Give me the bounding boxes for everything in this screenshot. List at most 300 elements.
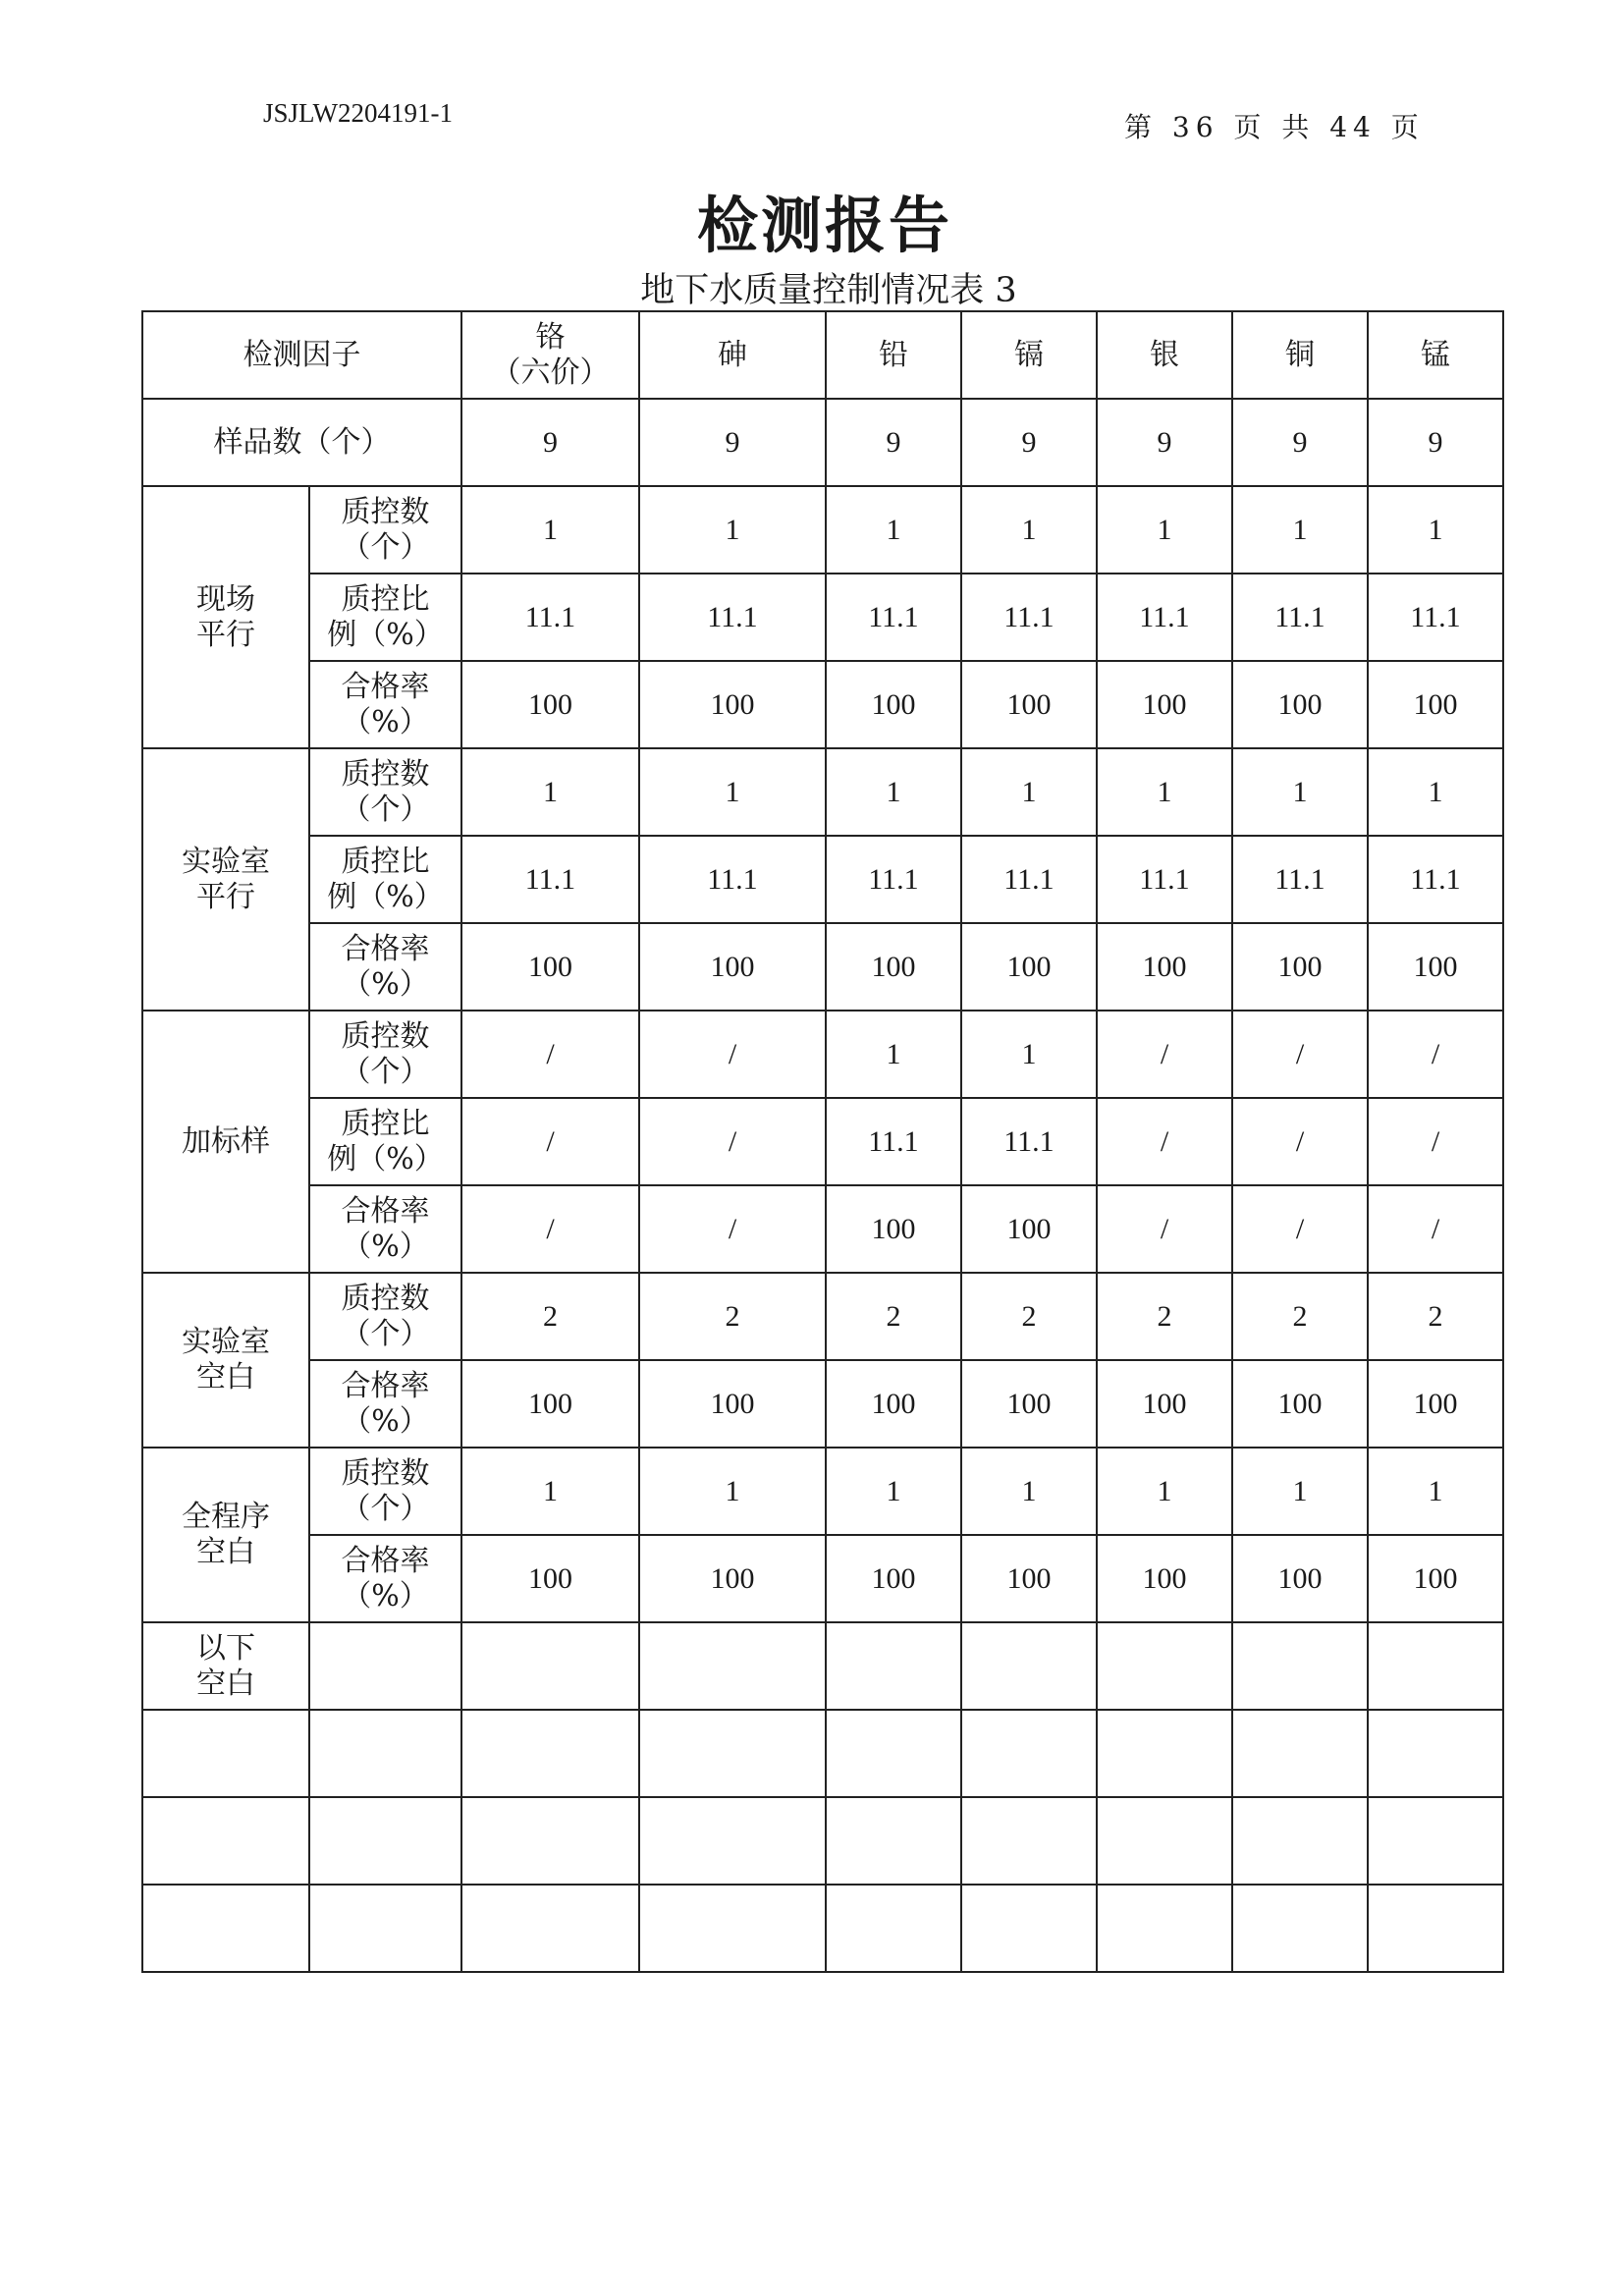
blank-cell [826, 1797, 961, 1885]
value-cell [1097, 1448, 1232, 1535]
column-header-text: 锰 [1421, 337, 1450, 372]
metric-label-text: 合格率 [341, 931, 430, 966]
value-cell [826, 1273, 961, 1360]
value-cell [461, 399, 639, 486]
value-cell-text: 100 [1006, 1387, 1052, 1420]
metric-label-text: 合格率 [341, 1193, 430, 1229]
factor-header-text: 检测因子 [243, 337, 361, 372]
value-cell [961, 399, 1097, 486]
value-cell-text: 11.1 [868, 1124, 919, 1158]
value-cell [639, 1448, 826, 1535]
metric-label-text: 质控数 [341, 756, 430, 792]
column-header-text: 铅 [879, 337, 908, 372]
value-cell-text: / [1295, 1124, 1305, 1158]
value-cell [1368, 1535, 1503, 1622]
value-cell-text: 2 [1428, 1299, 1443, 1333]
value-cell [1232, 1360, 1368, 1448]
value-cell [961, 923, 1097, 1011]
blank-cell [961, 1797, 1097, 1885]
value-cell-text: 11.1 [707, 862, 758, 896]
blank-cell [1368, 1797, 1503, 1885]
value-cell-text: 100 [710, 1561, 755, 1595]
blank-cell [461, 1710, 639, 1797]
value-cell [961, 836, 1097, 923]
metric-label [309, 923, 461, 1011]
table-row [142, 1185, 1503, 1273]
column-header-text: 铬 [535, 319, 566, 355]
value-cell-text: 2 [1021, 1299, 1037, 1333]
metric-label [309, 1448, 461, 1535]
value-cell [461, 1535, 639, 1622]
value-cell-text: 11.1 [707, 600, 758, 633]
value-cell [461, 1011, 639, 1098]
table-row [142, 574, 1503, 661]
value-cell-text: 11.1 [524, 862, 576, 896]
value-cell-text: 11.1 [1410, 862, 1461, 896]
group-label [142, 1448, 309, 1622]
blank-row [142, 1710, 1503, 1797]
value-cell [1097, 574, 1232, 661]
blank-cell [309, 1797, 461, 1885]
value-cell-text: 1 [1292, 513, 1308, 546]
value-cell-text: 1 [543, 513, 558, 546]
value-cell [639, 1098, 826, 1185]
value-cell-text: 2 [1292, 1299, 1308, 1333]
value-cell-text: 100 [528, 1561, 572, 1595]
metric-label-text: （%） [342, 966, 429, 1002]
table-row [142, 836, 1503, 923]
value-cell [826, 748, 961, 836]
quality-control-table [141, 310, 1504, 1973]
value-cell [961, 1360, 1097, 1448]
page-number: 第 36 页 共 44 页 [1124, 111, 1425, 143]
value-cell [826, 486, 961, 574]
blank-cell [1232, 1710, 1368, 1797]
metric-label-text: 合格率 [341, 1543, 430, 1578]
value-cell [1232, 574, 1368, 661]
value-cell-text: 100 [871, 950, 916, 983]
value-cell-text: / [1431, 1124, 1440, 1158]
value-cell [961, 486, 1097, 574]
group-label [142, 748, 309, 1011]
metric-label-text: （个） [341, 1491, 430, 1526]
value-cell-text: / [728, 1037, 737, 1070]
value-cell [1097, 836, 1232, 923]
value-cell-text: 11.1 [1139, 862, 1190, 896]
value-cell [461, 1448, 639, 1535]
value-cell [1232, 1535, 1368, 1622]
value-cell-text: 1 [1157, 513, 1172, 546]
value-cell-text: 100 [1413, 1387, 1458, 1420]
value-cell-text: 100 [871, 1387, 916, 1420]
blank-cell [1368, 1622, 1503, 1710]
value-cell [1097, 1273, 1232, 1360]
value-cell [639, 661, 826, 748]
group-label-text: 空白 [196, 1535, 255, 1569]
blank-cell [639, 1797, 826, 1885]
value-cell [961, 1448, 1097, 1535]
value-cell-text: / [728, 1124, 737, 1158]
value-cell-text: 100 [710, 950, 755, 983]
group-label [142, 486, 309, 748]
group-label [142, 1011, 309, 1273]
blank-cell [639, 1622, 826, 1710]
metric-label [309, 1360, 461, 1448]
value-cell-text: 100 [1277, 687, 1323, 721]
value-cell [639, 836, 826, 923]
value-cell-text: 9 [725, 425, 740, 459]
document-id: JSJLW2204191-1 [263, 98, 453, 128]
column-header [461, 311, 639, 399]
value-cell-text: / [1431, 1037, 1440, 1070]
metric-label-text: 质控数 [341, 494, 430, 529]
blank-cell [1368, 1885, 1503, 1972]
value-cell [961, 1535, 1097, 1622]
metric-label-text: 质控比 [341, 581, 430, 617]
value-cell [1368, 923, 1503, 1011]
value-cell [639, 1360, 826, 1448]
value-cell [639, 1185, 826, 1273]
group-label [142, 1273, 309, 1448]
end-note-row [142, 1622, 1503, 1710]
metric-label [309, 1185, 461, 1273]
group-label-text: 全程序 [182, 1500, 270, 1534]
value-cell-text: 1 [725, 1474, 740, 1507]
blank-cell [826, 1885, 961, 1972]
value-cell-text: 2 [543, 1299, 558, 1333]
sample-count-label [142, 399, 461, 486]
blank-cell [142, 1885, 309, 1972]
value-cell [1368, 1185, 1503, 1273]
metric-label-text: 质控比 [341, 1106, 430, 1141]
value-cell [1368, 574, 1503, 661]
blank-cell [461, 1622, 639, 1710]
blank-cell [961, 1710, 1097, 1797]
metric-label-text: 质控数 [341, 1281, 430, 1316]
value-cell-text: 1 [1021, 775, 1037, 808]
value-cell-text: 1 [1292, 775, 1308, 808]
blank-cell [461, 1797, 639, 1885]
value-cell [826, 1360, 961, 1448]
value-cell-text: 11.1 [524, 600, 576, 633]
value-cell [639, 923, 826, 1011]
blank-cell [142, 1710, 309, 1797]
value-cell-text: 1 [543, 1474, 558, 1507]
value-cell [639, 574, 826, 661]
value-cell-text: / [546, 1212, 555, 1245]
value-cell [961, 1098, 1097, 1185]
value-cell [639, 1011, 826, 1098]
metric-label-text: 质控数 [341, 1455, 430, 1491]
value-cell-text: 11.1 [1410, 600, 1461, 633]
report-title: 检测报告 [696, 190, 952, 261]
header-row [142, 311, 1503, 399]
blank-cell [961, 1885, 1097, 1972]
value-cell [1368, 1011, 1503, 1098]
value-cell [1097, 1360, 1232, 1448]
value-cell-text: 1 [1428, 775, 1443, 808]
value-cell [826, 399, 961, 486]
value-cell [1097, 399, 1232, 486]
end-note-text: 以下 [196, 1630, 255, 1666]
metric-label [309, 836, 461, 923]
value-cell [461, 1360, 639, 1448]
column-header-text: 砷 [718, 337, 747, 372]
blank-cell [1097, 1885, 1232, 1972]
value-cell-text: 1 [886, 775, 901, 808]
blank-cell [309, 1710, 461, 1797]
metric-label-text: （个） [341, 1316, 430, 1351]
value-cell-text: 1 [1292, 1474, 1308, 1507]
metric-label-text: （%） [342, 1229, 429, 1264]
value-cell-text: 11.1 [1003, 600, 1055, 633]
value-cell-text: 100 [1142, 687, 1187, 721]
value-cell [1368, 1448, 1503, 1535]
blank-cell [309, 1885, 461, 1972]
blank-cell [961, 1622, 1097, 1710]
value-cell [1368, 661, 1503, 748]
value-cell-text: 100 [528, 687, 572, 721]
value-cell-text: 2 [725, 1299, 740, 1333]
blank-cell [1232, 1622, 1368, 1710]
table-body [142, 311, 1503, 1972]
value-cell [961, 748, 1097, 836]
blank-row [142, 1797, 1503, 1885]
value-cell [639, 1273, 826, 1360]
column-header-text: （六价） [491, 355, 610, 390]
value-cell [461, 661, 639, 748]
value-cell [639, 399, 826, 486]
value-cell-text: 1 [1157, 1474, 1172, 1507]
value-cell [826, 661, 961, 748]
value-cell [1097, 923, 1232, 1011]
value-cell [1368, 1098, 1503, 1185]
value-cell-text: 9 [1157, 425, 1172, 459]
value-cell [826, 1098, 961, 1185]
value-cell [639, 748, 826, 836]
metric-label-text: （个） [341, 792, 430, 827]
table-row [142, 486, 1503, 574]
value-cell [1232, 661, 1368, 748]
value-cell-text: 100 [871, 687, 916, 721]
value-cell [1232, 1098, 1368, 1185]
value-cell [461, 1098, 639, 1185]
metric-label-text: 例（%） [327, 879, 444, 914]
value-cell-text: 11.1 [868, 600, 919, 633]
value-cell [1368, 748, 1503, 836]
value-cell-text: 2 [1157, 1299, 1172, 1333]
value-cell-text: 100 [1413, 687, 1458, 721]
metric-label [309, 661, 461, 748]
end-note [142, 1622, 309, 1710]
sample-count-label-text: 样品数（个） [213, 424, 391, 460]
value-cell-text: 1 [886, 1474, 901, 1507]
blank-cell [826, 1710, 961, 1797]
value-cell-text: / [1295, 1037, 1305, 1070]
blank-row [142, 1885, 1503, 1972]
value-cell [961, 661, 1097, 748]
value-cell [826, 574, 961, 661]
value-cell-text: 100 [528, 1387, 572, 1420]
value-cell-text: 100 [1142, 1387, 1187, 1420]
metric-label [309, 1098, 461, 1185]
value-cell-text: 1 [725, 513, 740, 546]
metric-label-text: 质控数 [341, 1018, 430, 1054]
blank-cell [639, 1885, 826, 1972]
value-cell-text: / [1160, 1124, 1169, 1158]
metric-label-text: （个） [341, 1054, 430, 1089]
blank-cell [1232, 1885, 1368, 1972]
value-cell [826, 1535, 961, 1622]
value-cell [826, 1448, 961, 1535]
metric-label-text: （%） [342, 1578, 429, 1613]
column-header [639, 311, 826, 399]
value-cell [1232, 923, 1368, 1011]
value-cell-text: 1 [886, 513, 901, 546]
metric-label [309, 486, 461, 574]
metric-label [309, 748, 461, 836]
column-header-text: 镉 [1014, 337, 1044, 372]
group-label-text: 现场 [196, 581, 255, 617]
value-cell-text: 100 [871, 1212, 916, 1245]
value-cell [461, 748, 639, 836]
metric-label-text: （个） [341, 529, 430, 565]
value-cell-text: 1 [1157, 775, 1172, 808]
value-cell-text: 1 [1428, 513, 1443, 546]
value-cell [1097, 1535, 1232, 1622]
value-cell [461, 574, 639, 661]
metric-label [309, 1273, 461, 1360]
value-cell [1097, 748, 1232, 836]
value-cell-text: 100 [871, 1561, 916, 1595]
value-cell-text: 100 [1142, 950, 1187, 983]
value-cell [1368, 1273, 1503, 1360]
value-cell [461, 923, 639, 1011]
value-cell-text: 100 [1006, 687, 1052, 721]
value-cell-text: 100 [1277, 950, 1323, 983]
group-label-text: 实验室 [182, 844, 270, 879]
value-cell-text: 1 [1021, 1474, 1037, 1507]
value-cell [1232, 1185, 1368, 1273]
value-cell [1368, 1360, 1503, 1448]
column-header-text: 铜 [1285, 337, 1315, 372]
value-cell-text: 9 [1021, 425, 1037, 459]
metric-label [309, 1535, 461, 1622]
value-cell [1097, 486, 1232, 574]
value-cell-text: 100 [1006, 1212, 1052, 1245]
value-cell-text: 100 [1142, 1561, 1187, 1595]
value-cell-text: / [1160, 1037, 1169, 1070]
value-cell-text: / [546, 1124, 555, 1158]
group-label-text: 平行 [196, 617, 255, 652]
table-row [142, 748, 1503, 836]
metric-label-text: 合格率 [341, 669, 430, 704]
value-cell [1232, 1011, 1368, 1098]
value-cell [1232, 399, 1368, 486]
blank-cell [1097, 1797, 1232, 1885]
value-cell [1097, 1098, 1232, 1185]
blank-cell [1097, 1622, 1232, 1710]
value-cell-text: 100 [1277, 1387, 1323, 1420]
value-cell-text: 11.1 [1139, 600, 1190, 633]
value-cell [1232, 836, 1368, 923]
table-row [142, 1448, 1503, 1535]
value-cell-text: / [1295, 1212, 1305, 1245]
value-cell [639, 1535, 826, 1622]
table-row [142, 1360, 1503, 1448]
table-row [142, 1098, 1503, 1185]
table-row [142, 1535, 1503, 1622]
value-cell-text: 9 [1428, 425, 1443, 459]
value-cell-text: 1 [543, 775, 558, 808]
value-cell-text: 1 [1428, 1474, 1443, 1507]
metric-label [309, 574, 461, 661]
value-cell [1368, 486, 1503, 574]
value-cell [1097, 661, 1232, 748]
column-header [826, 311, 961, 399]
blank-cell [309, 1622, 461, 1710]
column-header [1232, 311, 1368, 399]
value-cell-text: 100 [1277, 1561, 1323, 1595]
factor-header [142, 311, 461, 399]
value-cell-text: 100 [710, 687, 755, 721]
value-cell-text: / [1431, 1212, 1440, 1245]
value-cell-text: 11.1 [1274, 862, 1325, 896]
column-header [1097, 311, 1232, 399]
value-cell-text: 1 [725, 775, 740, 808]
blank-cell [461, 1885, 639, 1972]
value-cell [1232, 1273, 1368, 1360]
value-cell [461, 486, 639, 574]
table-row [142, 1011, 1503, 1098]
table-row [142, 923, 1503, 1011]
value-cell-text: 100 [710, 1387, 755, 1420]
value-cell-text: 2 [886, 1299, 901, 1333]
blank-cell [826, 1622, 961, 1710]
metric-label-text: 例（%） [327, 1141, 444, 1176]
value-cell [961, 1011, 1097, 1098]
value-cell [1097, 1185, 1232, 1273]
value-cell [826, 1185, 961, 1273]
value-cell [1097, 1011, 1232, 1098]
value-cell [1232, 486, 1368, 574]
value-cell-text: 11.1 [1274, 600, 1325, 633]
value-cell-text: 11.1 [1003, 862, 1055, 896]
value-cell-text: 1 [1021, 513, 1037, 546]
value-cell-text: 11.1 [1003, 1124, 1055, 1158]
metric-label [309, 1011, 461, 1098]
value-cell-text: 100 [1006, 1561, 1052, 1595]
value-cell [461, 836, 639, 923]
column-header [961, 311, 1097, 399]
value-cell [1232, 748, 1368, 836]
value-cell-text: 100 [1413, 950, 1458, 983]
value-cell [1232, 1448, 1368, 1535]
value-cell-text: / [728, 1212, 737, 1245]
blank-cell [639, 1710, 826, 1797]
metric-label-text: 合格率 [341, 1368, 430, 1403]
value-cell-text: 1 [1021, 1037, 1037, 1070]
table-subtitle: 地下水质量控制情况表 3 [640, 271, 1017, 310]
value-cell-text: 9 [543, 425, 558, 459]
table-row [142, 661, 1503, 748]
column-header [1368, 311, 1503, 399]
value-cell [1368, 399, 1503, 486]
value-cell [826, 836, 961, 923]
value-cell [961, 1185, 1097, 1273]
sample-count-row [142, 399, 1503, 486]
metric-label-text: 例（%） [327, 617, 444, 652]
